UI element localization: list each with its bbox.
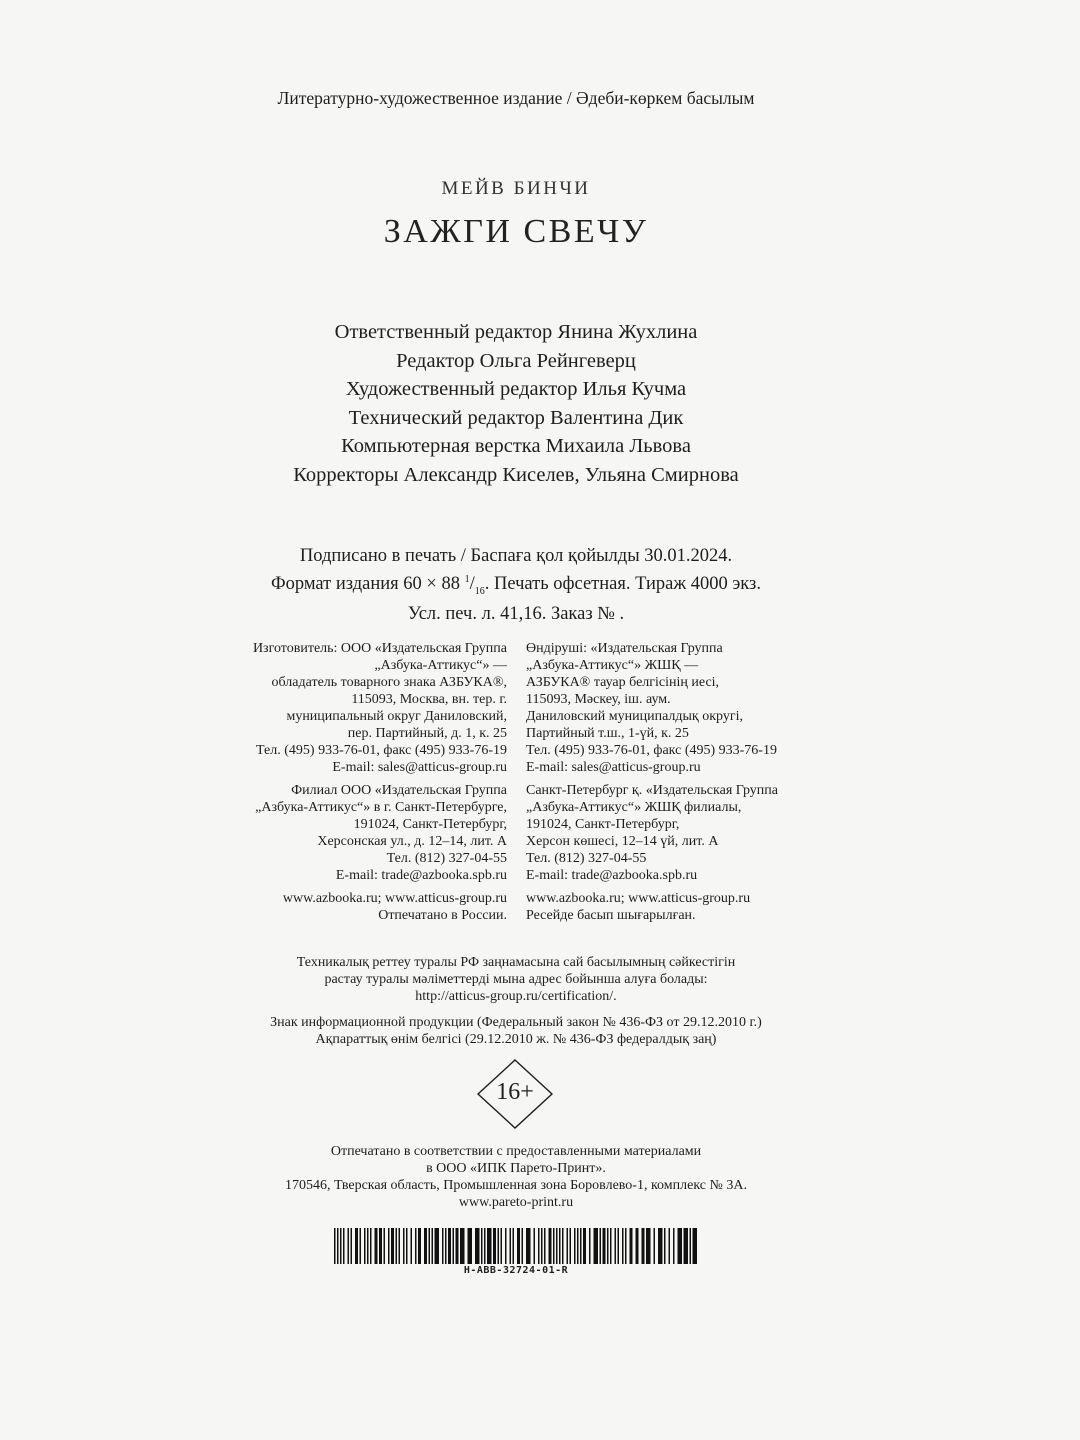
barcode-bars: [334, 1228, 698, 1264]
barcode-bar: [684, 1228, 689, 1264]
format-fraction-slash: /: [469, 574, 475, 595]
manufacturer-line: Тел. (495) 933-76-01, факс (495) 933-76-19: [256, 743, 507, 758]
barcode-bar: [658, 1228, 663, 1264]
manufacturer-line: E-mail: sales@atticus-group.ru: [526, 760, 701, 775]
barcode-bar: [510, 1228, 512, 1264]
barcode-bar: [360, 1228, 362, 1264]
barcode-bar: [453, 1228, 455, 1264]
barcode-bar: [544, 1228, 546, 1264]
barcode-bar: [406, 1228, 408, 1264]
barcode-bar: [541, 1228, 543, 1264]
barcode-bar: [367, 1228, 369, 1264]
manufacturer-line: E-mail: sales@atticus-group.ru: [332, 760, 507, 775]
barcode-bar: [396, 1228, 398, 1264]
law-line-kz: Ақпараттық өнім белгісі (29.12.2010 ж. № 436-ФЗ федералдық заң): [315, 1032, 717, 1047]
barcode-bar: [411, 1228, 413, 1264]
manufacturer-line: Тел. (495) 933-76-01, факс (495) 933-76-19: [526, 743, 777, 758]
barcode-bar: [625, 1228, 627, 1264]
printer-line: 170546, Тверская область, Промышленная зона Боровлево-1, комплекс № 3А.: [285, 1178, 747, 1193]
manufacturer-ru: [200, 640, 507, 776]
barcode-bar: [559, 1228, 561, 1264]
branch-line: Херсонская ул., д. 12–14, лит. А: [317, 834, 507, 849]
barcode-bar: [337, 1228, 339, 1264]
branch-ru: [200, 782, 507, 884]
format-prefix: Формат издания 60 × 88: [271, 574, 465, 595]
format-fraction-den: 16: [474, 585, 485, 597]
barcode-bar: [580, 1228, 582, 1264]
barcode-bar: [364, 1228, 366, 1264]
editorial-credits: [0, 318, 1032, 489]
barcode-bar: [664, 1228, 666, 1264]
barcode-bar: [549, 1228, 552, 1264]
barcode-bar: [445, 1228, 447, 1264]
barcode-bar: [370, 1228, 372, 1264]
barcode-bar: [375, 1228, 378, 1264]
credit-line: Художественный редактор Илья Кучма: [345, 378, 687, 400]
barcode-bar: [607, 1228, 609, 1264]
credit-line: Ответственный редактор Янина Жухлина: [334, 321, 698, 343]
branch-line: „Азбука-Аттикус“» ЖШҚ филиалы,: [526, 800, 742, 815]
manufacturer-line: Өндіруші: «Издательская Группа: [526, 641, 723, 656]
barcode-bar: [615, 1228, 617, 1264]
barcode-bar: [600, 1228, 602, 1264]
barcode-bar: [498, 1228, 500, 1264]
barcode-bar: [355, 1228, 358, 1264]
manufacturer-line: Партийный т.ш., 1-үй, к. 25: [526, 726, 689, 741]
barcode-bar: [481, 1228, 483, 1264]
certification-url: http://atticus-group.ru/certification/.: [415, 989, 617, 1004]
barcode-bar: [636, 1228, 639, 1264]
barcode-bar: [475, 1228, 480, 1264]
barcode-bar: [526, 1228, 531, 1264]
barcode-bar: [391, 1228, 394, 1264]
publisher-info-kz: [526, 640, 846, 930]
book-title: ЗАЖГИ СВЕЧУ: [383, 213, 649, 250]
barcode-bar: [693, 1228, 698, 1264]
manufacturer-line: муниципальный округ Даниловский,: [286, 709, 507, 724]
manufacturer-kz: [526, 640, 846, 776]
barcode-bar: [622, 1228, 624, 1264]
barcode-bar: [567, 1228, 569, 1264]
manufacturer-line: 115093, Москва, вн. тер. г.: [351, 692, 507, 707]
barcode-bar: [654, 1228, 656, 1264]
barcode-bar: [522, 1228, 524, 1264]
printer-line: в ООО «ИПК Парето-Принт».: [426, 1161, 606, 1176]
barcode-bar: [583, 1228, 586, 1264]
info-product-law: [0, 1014, 1032, 1048]
barcode-bar: [589, 1228, 591, 1264]
barcode-bar: [351, 1228, 353, 1264]
branch-line: Филиал ООО «Издательская Группа: [291, 783, 507, 798]
format-fraction-num: 1: [464, 574, 470, 585]
barcode-bar: [424, 1228, 427, 1264]
barcode-bar: [442, 1228, 444, 1264]
web-kz: [526, 890, 846, 924]
print-info: [0, 545, 1032, 626]
age-rating-badge: [476, 1059, 554, 1129]
branch-line: Тел. (812) 327-04-55: [386, 851, 507, 866]
branch-line: Херсон көшесі, 12–14 үй, лит. А: [526, 834, 719, 849]
manufacturer-line: Изготовитель: ООО «Издательская Группа: [252, 641, 507, 656]
barcode-bar: [432, 1228, 434, 1264]
manufacturer-line: обладатель товарного знака АЗБУКА®,: [271, 675, 507, 690]
credit-line: Технический редактор Валентина Дик: [348, 406, 684, 429]
barcode-bar: [388, 1228, 390, 1264]
credit-line: Корректоры Александр Киселев, Ульяна Смирнова: [293, 463, 739, 486]
barcode-bar: [456, 1228, 459, 1264]
barcode-bar: [678, 1228, 683, 1264]
age-rating-label: 16+: [496, 1079, 534, 1105]
barcode-bar: [429, 1228, 431, 1264]
law-line-ru: Знак информационной продукции (Федеральный закон № 436-ФЗ от 29.12.2010 г.): [270, 1015, 762, 1030]
edition-type: Литературно-художественное издание / Әдеби-көркем басылым: [277, 88, 755, 108]
barcode-bar: [501, 1228, 503, 1264]
barcode-bar: [493, 1228, 496, 1264]
barcode-bar: [399, 1228, 401, 1264]
barcode-bar: [610, 1228, 612, 1264]
barcode-code: H-ABB-32724-01-R: [463, 1265, 569, 1276]
publisher-info-ru: [200, 640, 507, 930]
branch-line: „Азбука-Аттикус“» в г. Санкт-Петербурге,: [255, 800, 507, 815]
barcode-bar: [642, 1228, 645, 1264]
barcode-bar: [484, 1228, 486, 1264]
printed-in-line: Отпечатано в России.: [378, 908, 507, 923]
barcode-bar: [556, 1228, 558, 1264]
barcode-bar: [415, 1228, 417, 1264]
barcode-bar: [594, 1228, 599, 1264]
printer-url: www.pareto-print.ru: [458, 1195, 574, 1210]
barcode-bar: [384, 1228, 386, 1264]
barcode-bar: [577, 1228, 579, 1264]
barcode-bar: [487, 1228, 492, 1264]
certification-note: [0, 954, 1032, 1005]
barcode-bar: [505, 1228, 507, 1264]
format-line: [0, 568, 1032, 603]
barcode-bar: [517, 1228, 520, 1264]
barcode-bar: [673, 1228, 675, 1264]
credit-line: Редактор Ольга Рейнгеверц: [396, 349, 636, 372]
format-suffix: . Печать офсетная. Тираж 4000 экз.: [484, 574, 761, 595]
barcode-bar: [448, 1228, 451, 1264]
barcode-bar: [603, 1228, 606, 1264]
credit-line: Компьютерная верстка Михаила Львова: [341, 435, 691, 457]
book-author: МЕЙВ БИНЧИ: [441, 178, 591, 199]
branch-line: E-mail: trade@azbooka.spb.ru: [526, 868, 698, 883]
branch-line: Санкт-Петербург қ. «Издательская Группа: [526, 783, 778, 798]
barcode-bar: [379, 1228, 382, 1264]
barcode-bar: [553, 1228, 555, 1264]
branch-line: Тел. (812) 327-04-55: [526, 851, 647, 866]
signed-date: Подписано в печать / Баспаға қол қойылды 30.01.2024.: [299, 546, 733, 566]
manufacturer-line: 115093, Мәскеу, іш. аум.: [526, 692, 671, 707]
manufacturer-line: „Азбука-Аттикус“» ЖШҚ —: [526, 658, 699, 673]
web-ru: [200, 890, 507, 924]
manufacturer-line: Даниловский муниципалдық округі,: [526, 709, 743, 724]
barcode-bar: [403, 1228, 405, 1264]
certification-line: растау туралы мәліметтерді мына адрес бойынша алуға болады:: [324, 972, 708, 987]
branch-line: 191024, Санкт-Петербург,: [526, 817, 680, 832]
web-line: www.azbooka.ru; www.atticus-group.ru: [526, 891, 751, 906]
barcode-bar: [574, 1228, 576, 1264]
barcode-bar: [460, 1228, 465, 1264]
manufacturer-line: пер. Партийный, д. 1, к. 25: [347, 726, 507, 741]
barcode-bar: [348, 1228, 350, 1264]
certification-line: Техникалық реттеу туралы РФ заңнамасына сай басылымның сәйкестігін: [296, 955, 736, 970]
barcode-bar: [340, 1228, 342, 1264]
sheets-order: Усл. печ. л. 41,16. Заказ № .: [407, 603, 625, 624]
web-line: www.azbooka.ru; www.atticus-group.ru: [282, 891, 507, 906]
barcode-bar: [690, 1228, 692, 1264]
barcode-bar: [468, 1228, 473, 1264]
barcode-bar: [669, 1228, 671, 1264]
branch-line: 191024, Санкт-Петербург,: [353, 817, 507, 832]
barcode-bar: [562, 1228, 564, 1264]
barcode-bar: [646, 1228, 651, 1264]
barcode: [334, 1228, 698, 1276]
barcode-bar: [334, 1228, 336, 1264]
printer-info: [0, 1143, 1032, 1211]
barcode-bar: [618, 1228, 620, 1264]
branch-line: E-mail: trade@azbooka.spb.ru: [335, 868, 507, 883]
printed-in-line: Ресейде басып шығарылған.: [526, 908, 696, 923]
branch-kz: [526, 782, 846, 884]
barcode-bar: [343, 1228, 345, 1264]
barcode-bar: [435, 1228, 440, 1264]
barcode-bar: [513, 1228, 515, 1264]
manufacturer-line: АЗБУКА® тауар белгісінің иесі,: [526, 675, 720, 690]
barcode-bar: [538, 1228, 540, 1264]
barcode-bar: [418, 1228, 421, 1264]
manufacturer-line: „Азбука-Аттикус“» —: [374, 658, 507, 673]
barcode-bar: [534, 1228, 536, 1264]
printer-line: Отпечатано в соответствии с предоставленными материалами: [330, 1144, 702, 1159]
barcode-bar: [570, 1228, 572, 1264]
barcode-bar: [630, 1228, 633, 1264]
